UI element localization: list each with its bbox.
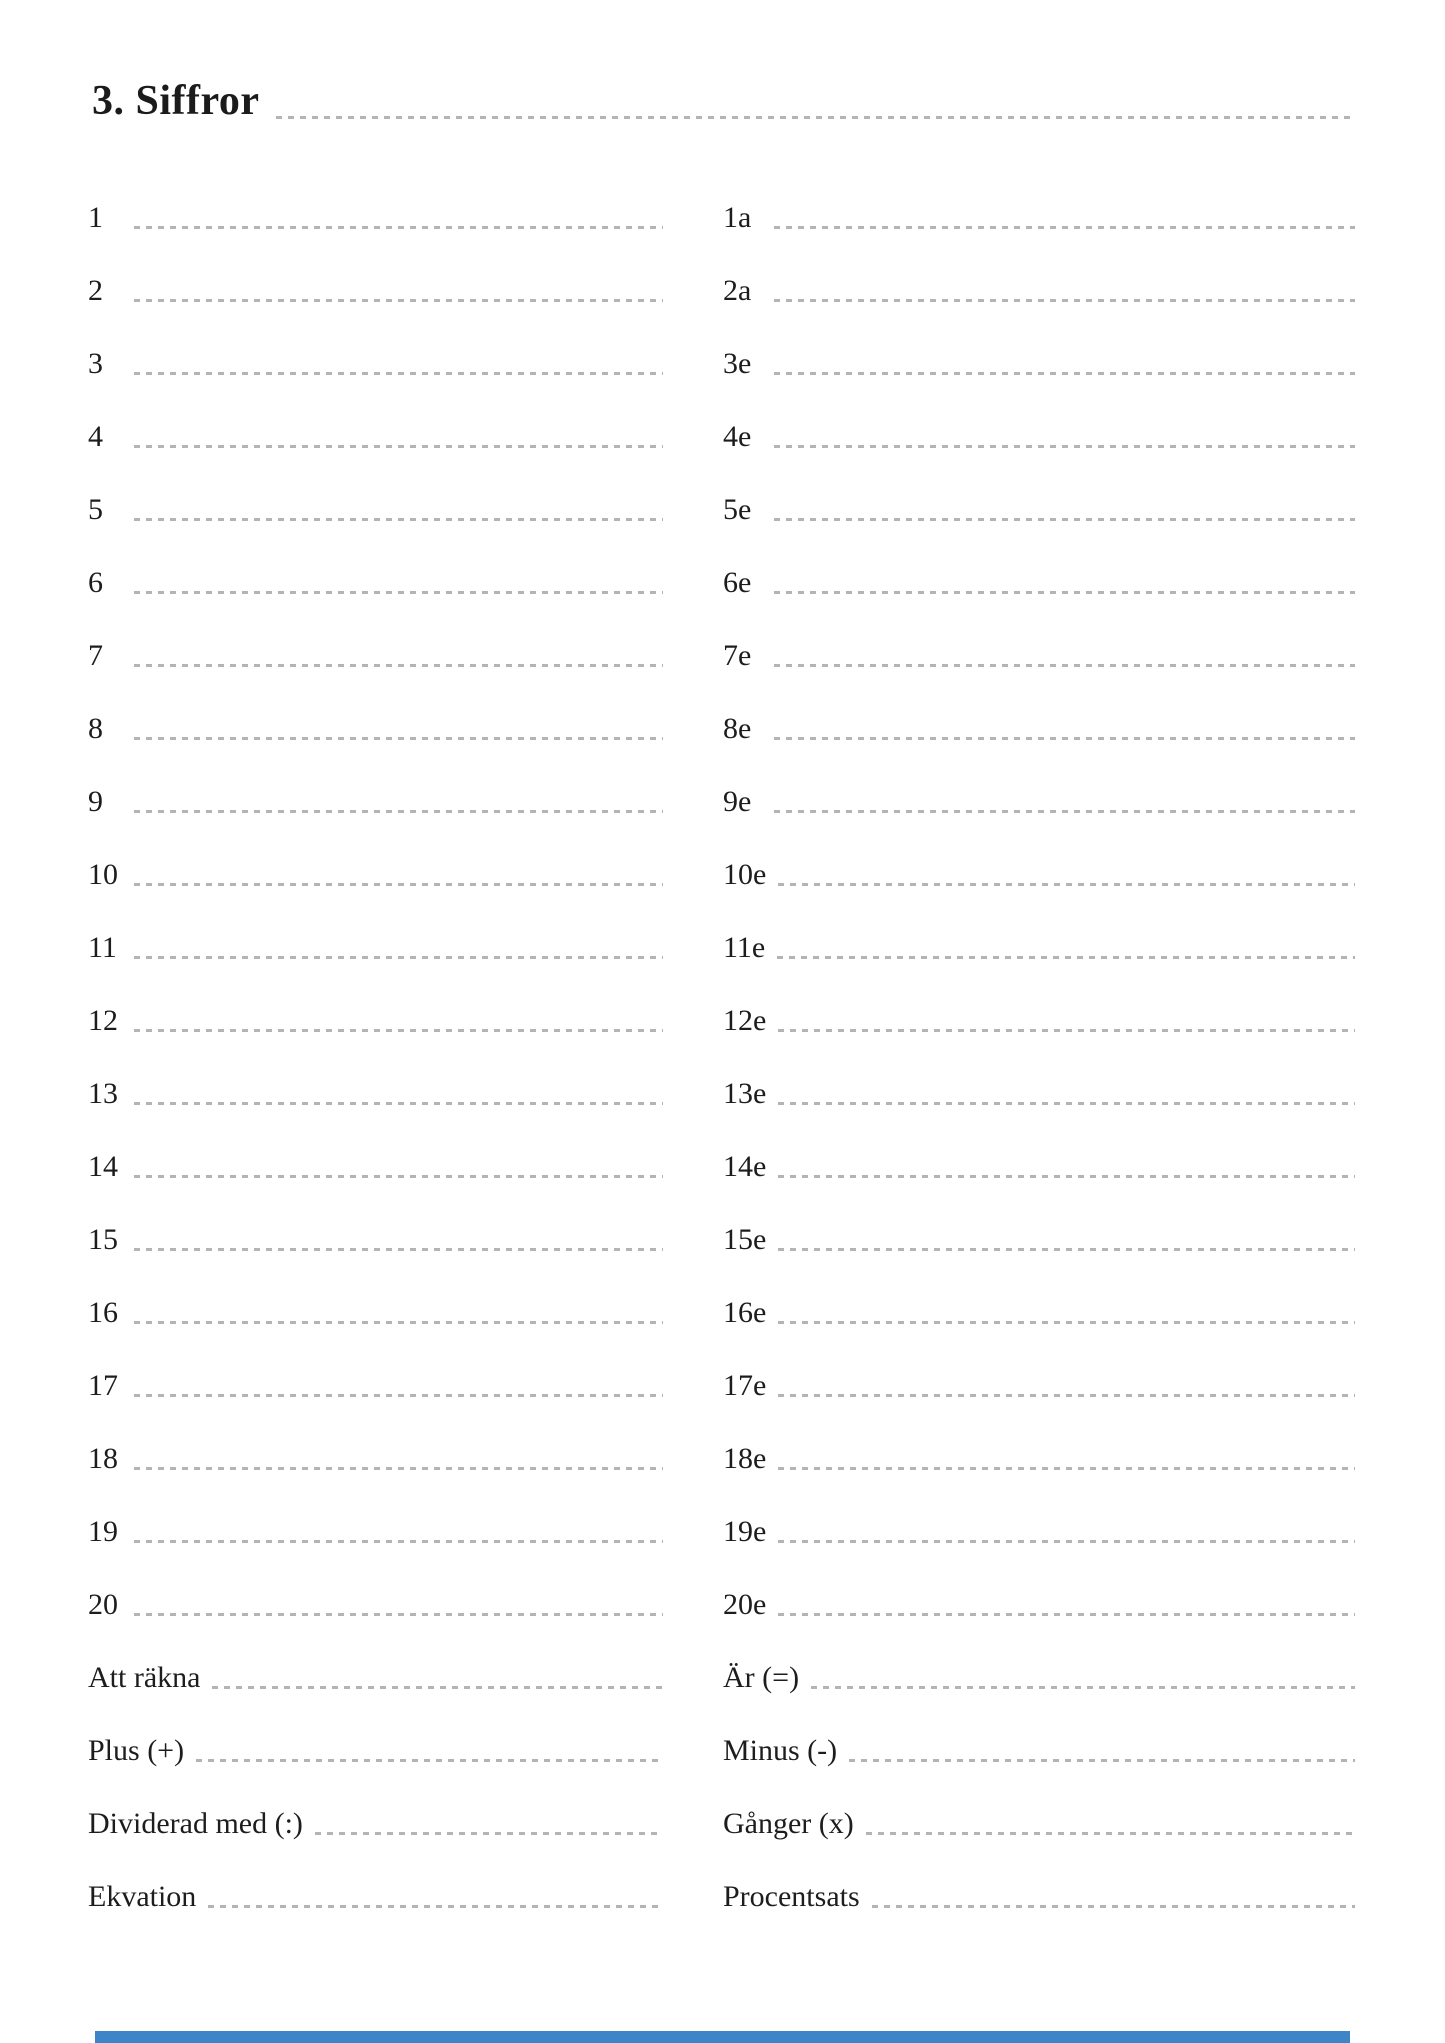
item-label: 16 xyxy=(88,1296,118,1329)
item-label: 15 xyxy=(88,1223,118,1256)
item-label: 1a xyxy=(723,201,752,234)
item-label: 13e xyxy=(723,1077,767,1110)
list-item xyxy=(723,546,1355,619)
item-label: 8 xyxy=(88,712,103,745)
list-item xyxy=(723,1641,1355,1714)
item-label: 2a xyxy=(723,274,752,307)
dotted-fill-line xyxy=(774,737,1355,740)
item-label: Är (=) xyxy=(723,1661,800,1694)
dotted-fill-line xyxy=(134,737,663,740)
dotted-fill-line xyxy=(134,1248,663,1251)
dotted-fill-line xyxy=(774,226,1355,229)
list-item xyxy=(88,1787,663,1860)
list-item xyxy=(88,1130,663,1203)
list-item xyxy=(88,1276,663,1349)
vocabulary-lists xyxy=(88,181,1355,1933)
list-item xyxy=(723,984,1355,1057)
item-label: 10 xyxy=(88,858,118,891)
dotted-fill-line xyxy=(849,1759,1355,1762)
dotted-fill-line xyxy=(134,591,663,594)
list-item xyxy=(723,1568,1355,1641)
list-item xyxy=(88,1057,663,1130)
item-label: 9e xyxy=(723,785,752,818)
dotted-fill-line xyxy=(777,956,1355,959)
list-item xyxy=(723,1349,1355,1422)
item-label: 3 xyxy=(88,347,103,380)
item-label: 19 xyxy=(88,1515,118,1548)
dotted-fill-line xyxy=(134,810,663,813)
item-label: 18 xyxy=(88,1442,118,1475)
dotted-fill-line xyxy=(134,1467,663,1470)
section-header xyxy=(92,80,1353,122)
list-item xyxy=(88,838,663,911)
dotted-fill-line xyxy=(774,518,1355,521)
dotted-fill-line xyxy=(134,372,663,375)
list-item xyxy=(723,473,1355,546)
dotted-fill-line xyxy=(134,1102,663,1105)
item-label: Ekvation xyxy=(88,1880,197,1913)
item-label: 8e xyxy=(723,712,752,745)
item-label: 6 xyxy=(88,566,103,599)
list-item xyxy=(88,254,663,327)
dotted-fill-line xyxy=(778,1467,1355,1470)
item-label: 15e xyxy=(723,1223,767,1256)
dotted-fill-line xyxy=(778,1175,1355,1178)
dotted-fill-line xyxy=(134,1394,663,1397)
dotted-fill-line xyxy=(774,372,1355,375)
item-label: 10e xyxy=(723,858,767,891)
list-item xyxy=(88,911,663,984)
dotted-fill-line xyxy=(778,1248,1355,1251)
list-item xyxy=(723,619,1355,692)
list-item xyxy=(723,1714,1355,1787)
list-item xyxy=(723,327,1355,400)
dotted-fill-line xyxy=(134,1540,663,1543)
list-item xyxy=(88,619,663,692)
item-label: 11 xyxy=(88,931,117,964)
dotted-fill-line xyxy=(134,1613,663,1616)
item-label: 20e xyxy=(723,1588,767,1621)
list-item xyxy=(88,1349,663,1422)
list-item xyxy=(723,1495,1355,1568)
item-label: Procentsats xyxy=(723,1880,860,1913)
list-item xyxy=(723,1422,1355,1495)
dotted-fill-line xyxy=(212,1686,663,1689)
item-label: Minus (-) xyxy=(723,1734,838,1767)
dotted-fill-line xyxy=(134,518,663,521)
list-item xyxy=(88,1422,663,1495)
item-label: 1 xyxy=(88,201,103,234)
item-label: 17 xyxy=(88,1369,118,1402)
dotted-fill-line xyxy=(774,810,1355,813)
list-item xyxy=(88,1495,663,1568)
list-item xyxy=(723,1276,1355,1349)
item-label: 14 xyxy=(88,1150,118,1183)
dotted-fill-line xyxy=(778,1029,1355,1032)
item-label: 12 xyxy=(88,1004,118,1037)
dotted-fill-line xyxy=(774,299,1355,302)
left-column-list xyxy=(88,181,663,1933)
list-item xyxy=(723,1057,1355,1130)
list-item xyxy=(88,1641,663,1714)
item-label: 11e xyxy=(723,931,766,964)
list-item xyxy=(723,1203,1355,1276)
item-label: Dividerad med (:) xyxy=(88,1807,303,1840)
list-item xyxy=(723,181,1355,254)
dotted-fill-line xyxy=(811,1686,1355,1689)
footer-accent-bar xyxy=(95,2031,1350,2043)
list-item xyxy=(723,838,1355,911)
dotted-fill-line xyxy=(134,226,663,229)
list-item xyxy=(88,546,663,619)
page-title: 3. Siffror xyxy=(92,78,260,124)
right-column-list xyxy=(723,181,1355,1933)
dotted-fill-line xyxy=(134,883,663,886)
dotted-fill-line xyxy=(778,1321,1355,1324)
dotted-fill-line xyxy=(134,299,663,302)
item-label: 6e xyxy=(723,566,752,599)
dotted-fill-line xyxy=(778,1394,1355,1397)
list-item xyxy=(723,400,1355,473)
dotted-fill-line xyxy=(134,1175,663,1178)
item-label: 3e xyxy=(723,347,752,380)
item-label: 7 xyxy=(88,639,103,672)
item-label: 12e xyxy=(723,1004,767,1037)
list-item xyxy=(88,984,663,1057)
item-label: 7e xyxy=(723,639,752,672)
item-label: 14e xyxy=(723,1150,767,1183)
list-item xyxy=(723,254,1355,327)
dotted-fill-line xyxy=(778,1102,1355,1105)
dotted-fill-line xyxy=(778,1613,1355,1616)
item-label: 18e xyxy=(723,1442,767,1475)
dotted-fill-line xyxy=(774,664,1355,667)
item-label: 4e xyxy=(723,420,752,453)
title-dotted-line xyxy=(276,116,1353,119)
item-label: 5e xyxy=(723,493,752,526)
list-item xyxy=(723,911,1355,984)
item-label: 5 xyxy=(88,493,103,526)
list-item xyxy=(88,1203,663,1276)
dotted-fill-line xyxy=(196,1759,663,1762)
dotted-fill-line xyxy=(872,1905,1355,1908)
item-label: 2 xyxy=(88,274,103,307)
item-label: 9 xyxy=(88,785,103,818)
item-label: 16e xyxy=(723,1296,767,1329)
dotted-fill-line xyxy=(866,1832,1355,1835)
dotted-fill-line xyxy=(774,591,1355,594)
list-item xyxy=(88,327,663,400)
item-label: Att räkna xyxy=(88,1661,201,1694)
dotted-fill-line xyxy=(134,445,663,448)
list-item xyxy=(88,765,663,838)
dotted-fill-line xyxy=(134,956,663,959)
item-label: 20 xyxy=(88,1588,118,1621)
list-item xyxy=(723,1860,1355,1933)
item-label: Plus (+) xyxy=(88,1734,185,1767)
dotted-fill-line xyxy=(208,1905,663,1908)
item-label: 19e xyxy=(723,1515,767,1548)
list-item xyxy=(88,1860,663,1933)
list-item xyxy=(723,1130,1355,1203)
dotted-fill-line xyxy=(134,1321,663,1324)
list-item xyxy=(723,765,1355,838)
list-item xyxy=(723,692,1355,765)
list-item xyxy=(88,1714,663,1787)
dotted-fill-line xyxy=(778,1540,1355,1543)
list-item xyxy=(88,473,663,546)
list-item xyxy=(88,1568,663,1641)
list-item xyxy=(88,181,663,254)
dotted-fill-line xyxy=(134,1029,663,1032)
item-label: 13 xyxy=(88,1077,118,1110)
dotted-fill-line xyxy=(315,1832,663,1835)
item-label: 17e xyxy=(723,1369,767,1402)
item-label: Gånger (x) xyxy=(723,1807,854,1840)
list-item xyxy=(88,692,663,765)
list-item xyxy=(88,400,663,473)
dotted-fill-line xyxy=(774,445,1355,448)
dotted-fill-line xyxy=(134,664,663,667)
item-label: 4 xyxy=(88,420,103,453)
list-item xyxy=(723,1787,1355,1860)
dotted-fill-line xyxy=(778,883,1355,886)
